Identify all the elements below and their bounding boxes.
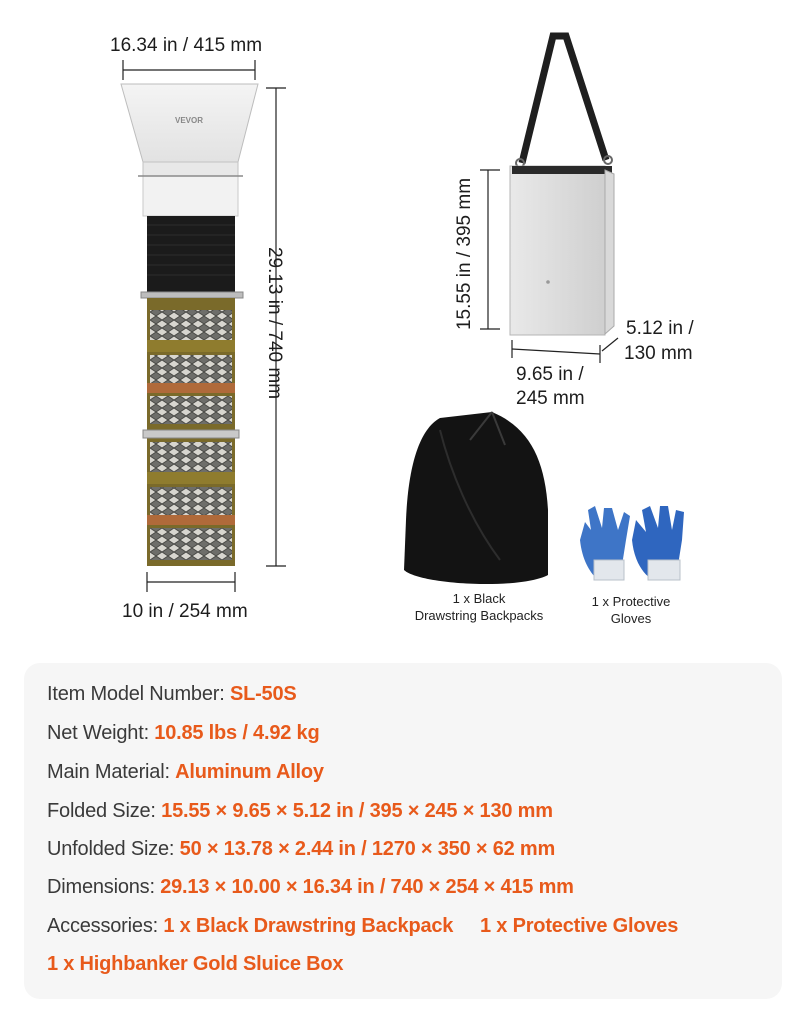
spec-label: Folded Size: [47,800,162,822]
folded-width-label-line2: 245 mm [516,388,585,409]
gloves-caption [576,593,686,627]
spec-value: 10.85 lbs / 4.92 kg [154,722,320,744]
spec-value: Aluminum Alloy [175,761,324,783]
spec-value: 1 x Highbanker Gold Sluice Box [47,953,344,975]
spec-label: Accessories: [47,915,164,937]
spec-model [47,683,297,706]
folded-width-dimension-line [512,340,600,363]
backpack-caption [404,590,554,624]
top-width-dimension-line [123,60,255,80]
spec-value: 1 x Black Drawstring Backpack 1 x Protective Gloves [163,915,679,937]
spec-folded-size [47,800,553,823]
spec-label: Net Weight: [47,722,155,744]
folded-height-dimension-line [480,170,500,329]
top-width-label: 16.34 in / 415 mm [110,35,263,56]
spec-value: SL-50S [229,683,297,705]
folded-depth-dimension-line [602,338,618,351]
spec-value: 15.55 × 9.65 × 5.12 in / 395 × 245 × 130 mm [161,800,553,822]
sluice-hopper [121,84,258,216]
spec-value: 50 × 13.78 × 2.44 in / 1270 × 350 × 62 mm [179,838,556,860]
folded-height-label: 15.55 in / 395 mm [454,177,476,331]
spec-label: Dimensions: [47,876,161,898]
folded-width-label-line1: 9.65 in / [516,364,584,385]
spec-label: Main Material: [47,761,176,783]
folded-depth-label-line2: 130 mm [624,343,693,364]
bottom-width-dimension-line [147,572,235,592]
drawstring-backpack-image [404,412,548,584]
folded-sluice-box [510,36,614,335]
backpack-caption-line1: 1 x Black [452,591,506,606]
backpack-caption-line2: Drawstring Backpacks [414,608,544,623]
sluice-black-mat [147,216,235,292]
bottom-width-label: 10 in / 254 mm [122,601,248,622]
spec-net-weight [47,722,319,745]
height-label: 29.13 in / 740 mm [264,246,286,400]
spec-unfolded-size [47,838,555,861]
gloves-caption-line2: Gloves [610,611,652,626]
gloves-caption-line1: 1 x Protective [591,594,671,609]
specs-panel [24,663,782,999]
spec-dimensions [47,876,574,899]
folded-depth-label-line1: 5.12 in / [626,318,694,339]
brand-logo: VEVOR [175,116,204,125]
sluice-riffle-section [143,298,239,566]
spec-label: Item Model Number: [47,683,230,705]
spec-label: Unfolded Size: [47,838,180,860]
spec-value: 29.13 × 10.00 × 16.34 in / 740 × 254 × 415 mm [160,876,574,898]
protective-gloves-image [580,506,684,580]
spec-accessories-cont [47,953,343,976]
spec-accessories [47,915,678,938]
spec-material [47,761,324,784]
